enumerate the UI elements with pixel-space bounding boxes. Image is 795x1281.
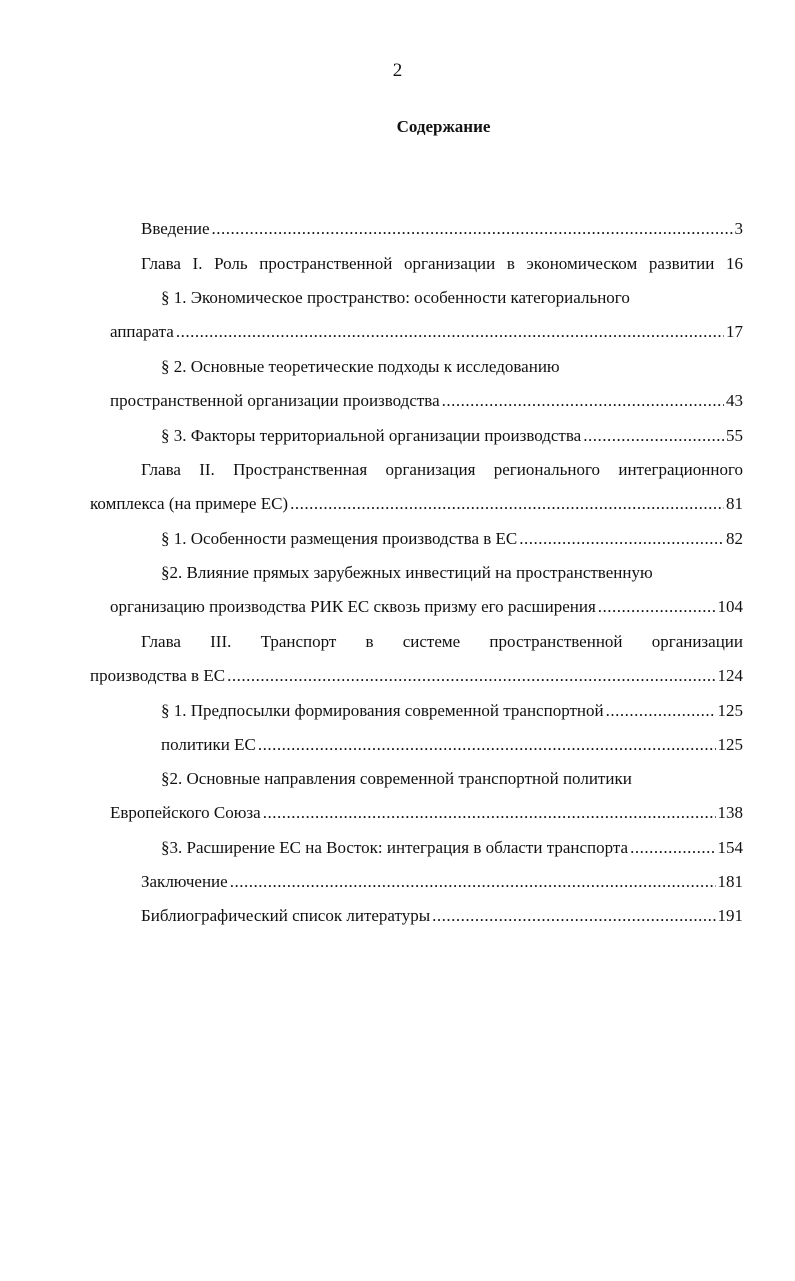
toc-entry-ch3-sec3: §3. Расширение ЕС на Восток: интеграция в области транспорта ..... 154 bbox=[161, 836, 743, 860]
toc-entry-introduction: Введение ..... 3 bbox=[141, 217, 743, 241]
toc-entry-ch1-sec1: § 1. Экономическое пространство: особенности категориального bbox=[161, 288, 630, 307]
toc-entry-ch3-sec2-cont: Европейского Союза ..... 138 bbox=[110, 801, 743, 825]
toc-entry-ch2-sec1: § 1. Особенности размещения производства в ЕС ..... 82 bbox=[161, 527, 743, 551]
toc-entry-bibliography: Библиографический список литературы ..... 191 bbox=[141, 904, 743, 928]
toc-title: Содержание bbox=[396, 117, 491, 136]
toc-entry-ch2-sec2: §2. Влияние прямых зарубежных инвестиций на пространственную bbox=[161, 563, 653, 582]
toc-entry-ch3-sec1-cont: политики ЕС ..... 125 bbox=[161, 733, 743, 757]
toc-entry-chapter-3: Глава III. Транспорт в системе пространственной организации bbox=[141, 632, 743, 651]
toc-entry-ch2-sec2-cont: организацию производства РИК ЕС сквозь призму его расширения ..... 104 bbox=[110, 595, 743, 619]
toc-entry-ch3-sec2: §2. Основные направления современной транспортной политики bbox=[161, 769, 632, 788]
toc-entry-ch1-sec2-cont: пространственной организации производства ..... 43 bbox=[110, 389, 743, 413]
toc-entry-chapter-2: Глава II. Пространственная организация регионального интеграционного bbox=[141, 460, 743, 479]
toc-entry-ch1-sec3: § 3. Факторы территориальной организации производства ..... 55 bbox=[161, 424, 743, 448]
toc-entry-chapter-1: Глава I. Роль пространственной организации в экономическом развитии 16 bbox=[141, 254, 743, 273]
toc-entry-conclusion: Заключение ..... 181 bbox=[141, 870, 743, 894]
toc-entry-ch1-sec2: § 2. Основные теоретические подходы к исследованию bbox=[161, 357, 560, 376]
toc-entry-ch3-sec1: § 1. Предпосылки формирования современной транспортной ..... 125 bbox=[161, 699, 743, 723]
toc-entry-ch1-sec1-cont: аппарата ..... 17 bbox=[110, 320, 743, 344]
toc-entry-chapter-3-cont: производства в ЕС ..... 124 bbox=[90, 664, 743, 688]
toc-entry-chapter-2-cont: комплекса (на примере ЕС) ..... 81 bbox=[90, 492, 743, 516]
page-number: 2 bbox=[392, 60, 403, 81]
